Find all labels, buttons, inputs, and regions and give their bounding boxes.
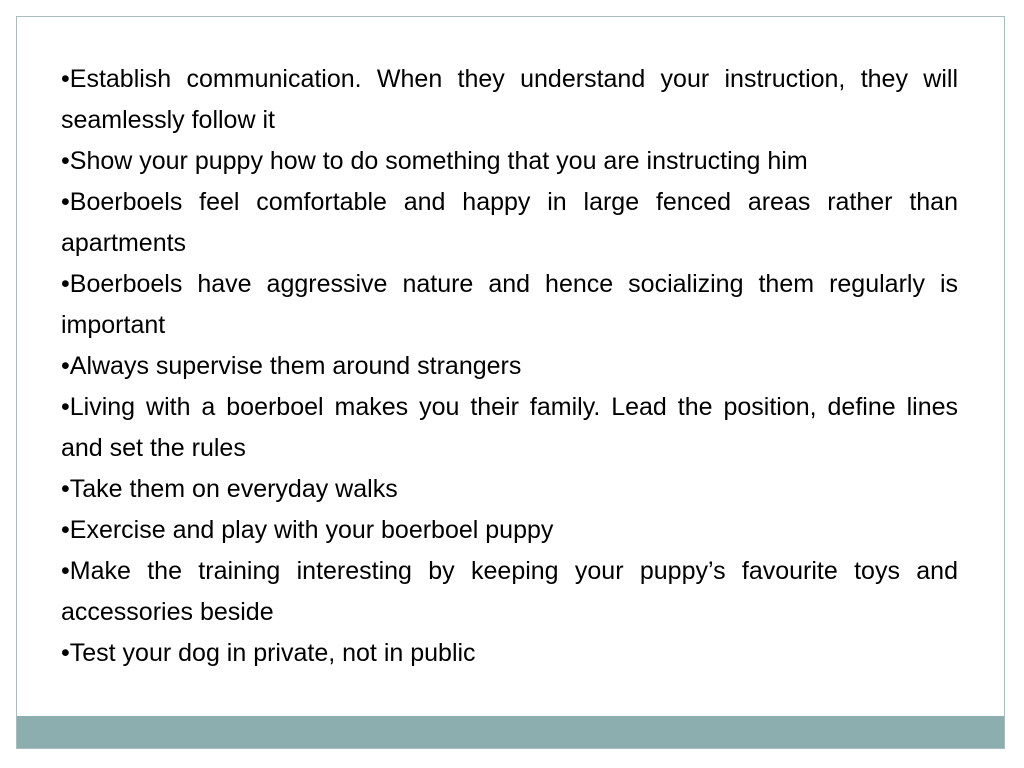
bullet-marker: • xyxy=(61,516,70,544)
bullet-text: Test your dog in private, not in public xyxy=(69,639,476,667)
bullet-item-6 xyxy=(61,387,958,469)
bullet-text: Always supervise them around strangers xyxy=(69,352,522,380)
footer-accent-bar xyxy=(17,716,1004,748)
bullet-marker: • xyxy=(61,393,70,421)
bullet-text: Establish communication. When they understand your instruction, they will seamlessly follow it xyxy=(61,65,958,134)
slide-frame xyxy=(16,16,1005,749)
bullet-marker: • xyxy=(61,188,70,216)
bullet-item-9 xyxy=(61,551,958,633)
bullet-item-1 xyxy=(61,59,958,141)
bullet-text: Take them on everyday walks xyxy=(69,475,398,503)
bullet-marker: • xyxy=(61,270,70,298)
bullet-item-4 xyxy=(61,264,958,346)
bullet-item-8 xyxy=(61,510,958,551)
bullet-text: Exercise and play with your boerboel puppy xyxy=(69,516,554,544)
bullet-text: Living with a boerboel makes you their family. Lead the position, define lines and set the rules xyxy=(61,393,958,462)
bullet-marker: • xyxy=(61,147,70,175)
bullet-text: Show your puppy how to do something that you are instructing him xyxy=(69,147,808,175)
bullet-item-5 xyxy=(61,346,958,387)
bullet-marker: • xyxy=(61,639,70,667)
bullet-marker: • xyxy=(61,475,70,503)
bullet-item-3 xyxy=(61,182,958,264)
bullet-item-10 xyxy=(61,633,958,674)
bullet-item-2 xyxy=(61,141,958,182)
bullet-text: Boerboels feel comfortable and happy in large fenced areas rather than apartments xyxy=(61,188,958,257)
bullet-marker: • xyxy=(61,65,70,93)
bullet-list xyxy=(61,59,958,674)
bullet-marker: • xyxy=(61,352,70,380)
bullet-text: Boerboels have aggressive nature and hence socializing them regularly is important xyxy=(61,270,958,339)
bullet-marker: • xyxy=(61,557,70,585)
bullet-text: Make the training interesting by keeping your puppy’s favourite toys and accessories beside xyxy=(61,557,958,626)
bullet-item-7 xyxy=(61,469,958,510)
